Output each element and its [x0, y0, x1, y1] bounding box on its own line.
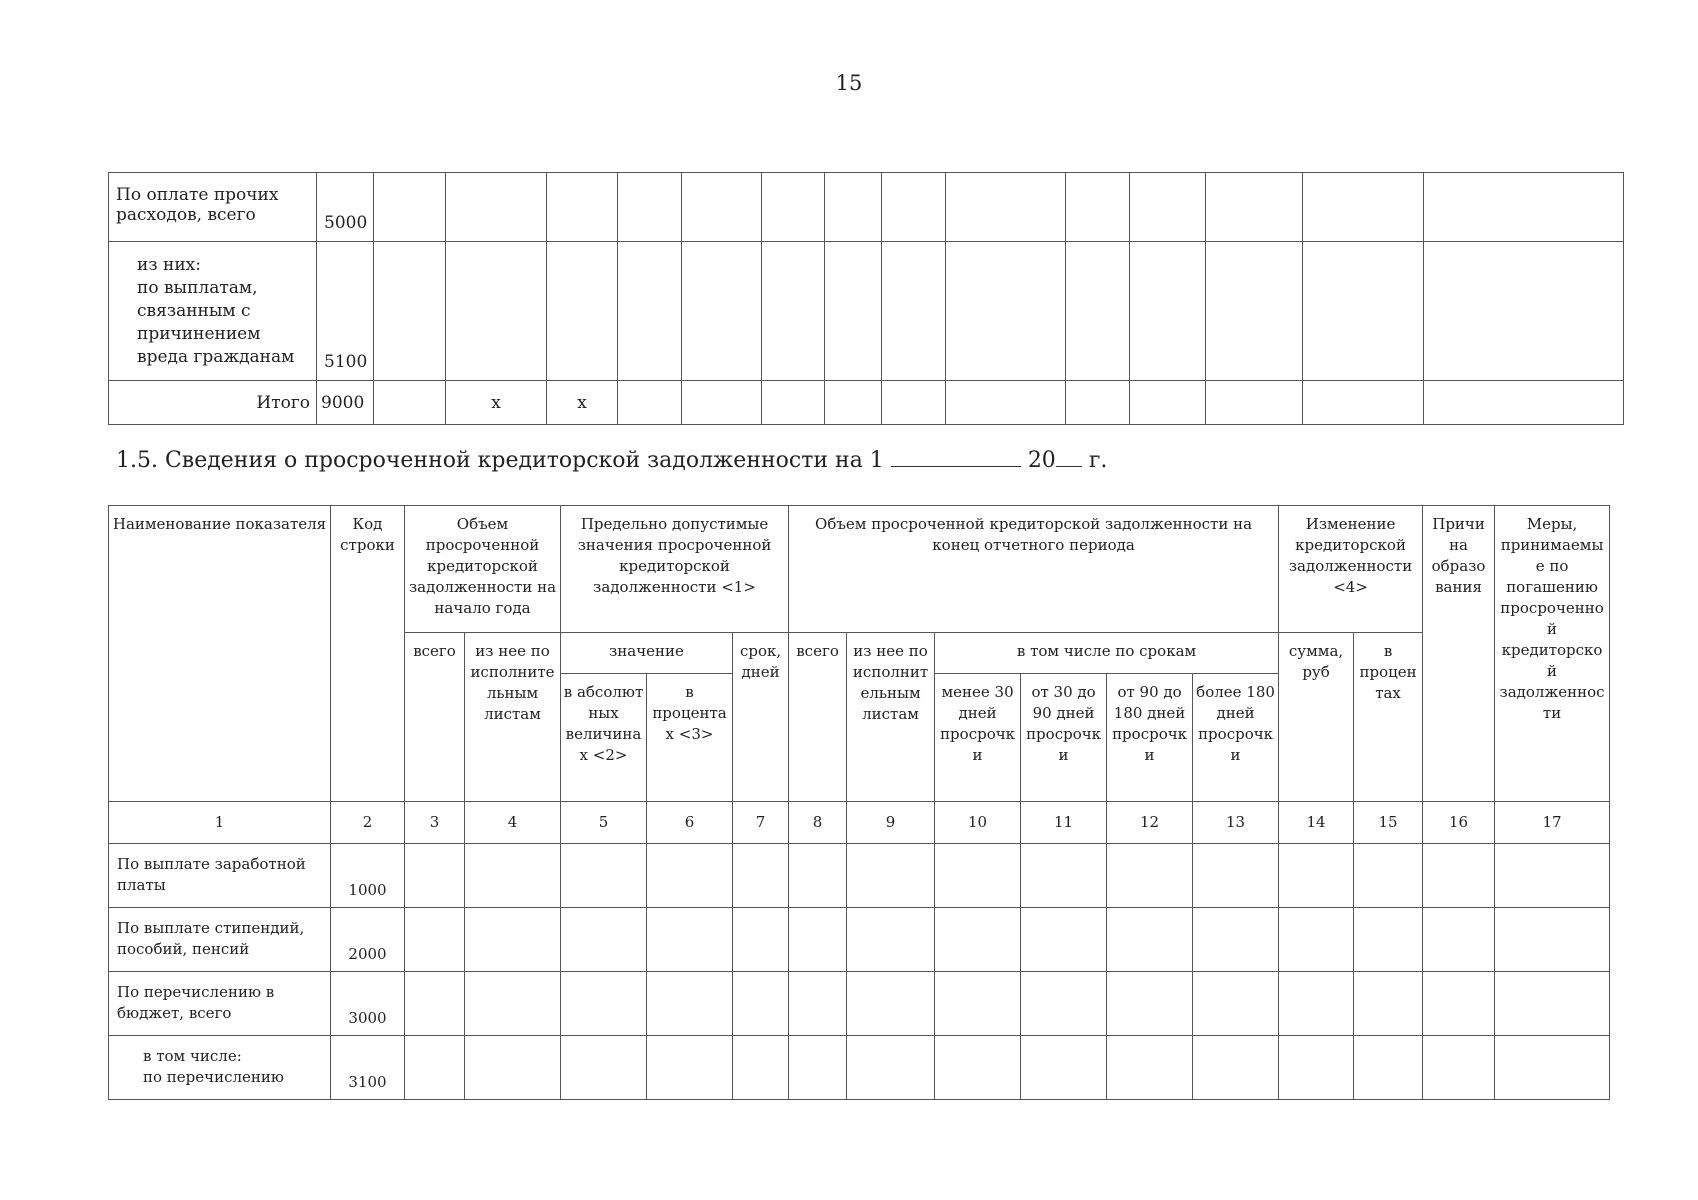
column-number: 6 — [647, 802, 733, 844]
table-row — [109, 173, 1624, 242]
header-percent-3: в процента х <3> — [647, 674, 733, 802]
row-label: По оплате прочих расходов, всего — [109, 173, 317, 242]
table-cell — [762, 173, 825, 242]
table-cell — [946, 242, 1066, 381]
table-cell — [1066, 173, 1130, 242]
column-number: 7 — [733, 802, 789, 844]
column-number: 17 — [1495, 802, 1610, 844]
column-number: 14 — [1279, 802, 1354, 844]
column-number: 10 — [935, 802, 1021, 844]
table-row — [109, 1036, 1610, 1100]
header-lt30: менее 30 дней просрочк и — [935, 674, 1021, 802]
table-cell — [1424, 242, 1624, 381]
table-cell — [1206, 381, 1303, 425]
column-number: 4 — [465, 802, 561, 844]
table-row — [109, 844, 1610, 908]
table-cell — [1303, 381, 1424, 425]
table-cell — [618, 242, 682, 381]
header-measures: Меры, принимаемы е по погашению просроченно й кредиторско й задолженнос ти — [1495, 506, 1610, 802]
column-number: 12 — [1107, 802, 1193, 844]
header-row — [109, 506, 1610, 633]
table-row — [109, 972, 1610, 1036]
header-end-volume: Объем просроченной кредиторской задолженности на конец отчетного периода — [789, 506, 1279, 633]
header-absolute: в абсолют ных величина х <2> — [561, 674, 647, 802]
table-cell — [882, 173, 946, 242]
table-cell — [374, 242, 446, 381]
row-label: По выплате заработной платы — [109, 844, 331, 908]
table-cell — [825, 242, 882, 381]
row-code: 3100 — [331, 1036, 405, 1100]
table-cell — [547, 173, 618, 242]
table-cell: х — [446, 381, 547, 425]
header-by-writs-end: из нее по исполнит ельным листам — [847, 633, 935, 802]
column-number: 2 — [331, 802, 405, 844]
row-code: 5100 — [317, 242, 374, 381]
header-code: Код строки — [331, 506, 405, 802]
row-code: 9000 — [317, 381, 374, 425]
header-value: значение — [561, 633, 733, 674]
table-cell — [1066, 242, 1130, 381]
column-number: 1 — [109, 802, 331, 844]
overdue-payables-table — [108, 505, 1610, 1100]
row-code: 2000 — [331, 908, 405, 972]
table-cell — [374, 173, 446, 242]
continuation-table — [108, 172, 1624, 425]
total-label: Итого — [109, 381, 317, 425]
header-gt180: более 180 дней просрочк и — [1193, 674, 1279, 802]
column-number: 16 — [1423, 802, 1495, 844]
year-blank — [1056, 464, 1082, 467]
table-cell: х — [547, 381, 618, 425]
table-cell — [446, 173, 547, 242]
table-cell — [618, 381, 682, 425]
table-cell — [1424, 381, 1624, 425]
section-heading: 1.5. Сведения о просроченной кредиторской задолженности на 1 20 г. — [116, 448, 1108, 473]
row-label: из них: по выплатам, связанным с причинением вреда гражданам — [109, 242, 317, 381]
header-term: срок, дней — [733, 633, 789, 802]
header-total-end: всего — [789, 633, 847, 802]
table-cell — [1303, 242, 1424, 381]
table-cell — [682, 242, 762, 381]
table-cell — [446, 242, 547, 381]
header-90-180: от 90 до 180 дней просрочк и — [1107, 674, 1193, 802]
row-code: 1000 — [331, 844, 405, 908]
header-30-90: от 30 до 90 дней просрочк и — [1021, 674, 1107, 802]
date-blank — [891, 464, 1021, 467]
table-cell — [682, 173, 762, 242]
header-by-writs: из нее по исполните льным листам — [465, 633, 561, 802]
table-cell — [1130, 242, 1206, 381]
page-number: 15 — [835, 71, 863, 95]
row-label: в том числе: по перечислению — [109, 1036, 331, 1100]
column-number: 3 — [405, 802, 465, 844]
table-cell — [882, 242, 946, 381]
table-cell — [1066, 381, 1130, 425]
column-number: 13 — [1193, 802, 1279, 844]
header-name: Наименование показателя — [109, 506, 331, 802]
table-row — [109, 908, 1610, 972]
column-numbers-row — [109, 802, 1610, 844]
row-label: По выплате стипендий, пособий, пенсий — [109, 908, 331, 972]
table-cell — [1206, 242, 1303, 381]
column-number: 5 — [561, 802, 647, 844]
header-limit-values: Предельно допустимые значения просроченной кредиторской задолженности <1> — [561, 506, 789, 633]
table-cell — [1130, 381, 1206, 425]
table-row — [109, 242, 1624, 381]
header-start-volume: Объем просроченной кредиторской задолженности на начало года — [405, 506, 561, 633]
table-cell — [825, 381, 882, 425]
column-number: 11 — [1021, 802, 1107, 844]
table-cell — [682, 381, 762, 425]
table-row — [109, 381, 1624, 425]
table-cell — [762, 242, 825, 381]
column-number: 9 — [847, 802, 935, 844]
table-cell — [547, 242, 618, 381]
table-cell — [946, 173, 1066, 242]
table-cell — [1303, 173, 1424, 242]
table-cell — [762, 381, 825, 425]
header-by-terms: в том числе по срокам — [935, 633, 1279, 674]
table-cell — [946, 381, 1066, 425]
column-number: 15 — [1354, 802, 1423, 844]
table-cell — [618, 173, 682, 242]
header-total: всего — [405, 633, 465, 802]
table-cell — [1424, 173, 1624, 242]
header-reasons: Причи на образо вания — [1423, 506, 1495, 802]
table-cell — [374, 381, 446, 425]
table-cell — [825, 173, 882, 242]
header-change: Изменение кредиторской задолженности <4> — [1279, 506, 1423, 633]
row-code: 5000 — [317, 173, 374, 242]
table-cell — [882, 381, 946, 425]
column-number: 8 — [789, 802, 847, 844]
header-percent: в процен тах — [1354, 633, 1423, 802]
row-code: 3000 — [331, 972, 405, 1036]
row-label: По перечислению в бюджет, всего — [109, 972, 331, 1036]
table-cell — [1130, 173, 1206, 242]
header-sum-rub: сумма, руб — [1279, 633, 1354, 802]
table-cell — [1206, 173, 1303, 242]
